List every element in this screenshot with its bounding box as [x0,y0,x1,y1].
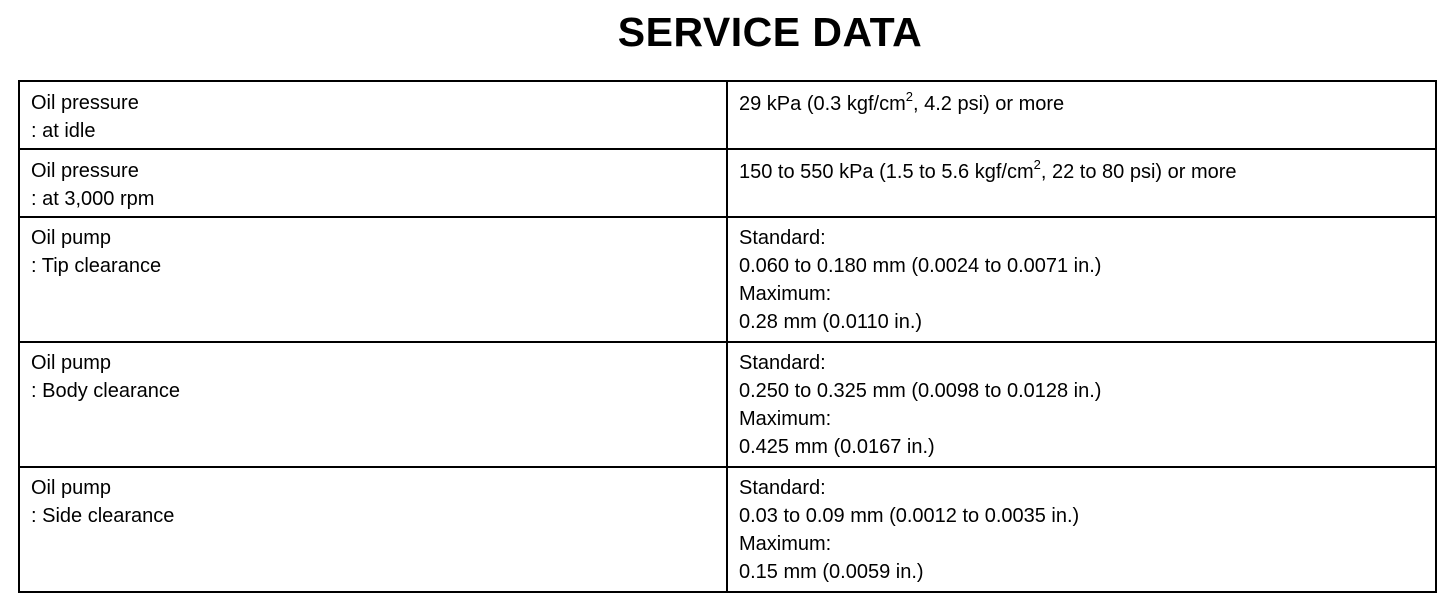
item-cell [19,217,727,342]
item-name: Oil pump [31,352,112,374]
table-row-oil-pump-side-clearance [19,467,1436,592]
item-condition: : at idle [31,120,96,142]
item-condition: : Body clearance [31,380,180,402]
item-name: Oil pressure [31,92,139,114]
value-cell [727,217,1436,342]
maximum-value: 0.425 mm (0.0167 in.) [739,436,935,458]
spec-value-text: , 22 to 80 psi) or more [1040,161,1237,183]
standard-label: Standard: [739,227,826,249]
maximum-value: 0.28 mm (0.0110 in.) [739,311,923,333]
item-cell [19,149,727,217]
table-row-oil-pressure-idle [19,81,1436,149]
value-cell [727,149,1436,217]
maximum-label: Maximum: [739,533,832,555]
maximum-label: Maximum: [739,283,832,305]
superscript: 2 [905,89,913,105]
standard-label: Standard: [739,477,826,499]
item-condition: : Tip clearance [31,255,162,277]
standard-label: Standard: [739,352,826,374]
spec-value-text: , 4.2 psi) or more [912,93,1065,115]
spec-value [739,157,1425,186]
value-cell [727,81,1436,149]
table-row-oil-pump-tip-clearance [19,217,1436,342]
item-name: Oil pump [31,227,112,249]
item-condition: : at 3,000 rpm [31,188,155,210]
item-cell [19,467,727,592]
maximum-value: 0.15 mm (0.0059 in.) [739,561,924,583]
page-title: SERVICE DATA [617,9,923,55]
value-cell [727,467,1436,592]
maximum-label: Maximum: [739,408,832,430]
item-condition: : Side clearance [31,505,175,527]
item-cell [19,81,727,149]
standard-value: 0.250 to 0.325 mm (0.0098 to 0.0128 in.) [739,380,1102,402]
value-cell [727,342,1436,467]
standard-value: 0.03 to 0.09 mm (0.0012 to 0.0035 in.) [739,505,1080,527]
item-name: Oil pressure [31,160,139,182]
service-data-table [18,80,1437,593]
table-row-oil-pressure-3000rpm [19,149,1436,217]
item-name: Oil pump [31,477,112,499]
spec-value-text: 150 to 550 kPa (1.5 to 5.6 kgf/cm [739,161,1034,183]
item-cell [19,342,727,467]
superscript: 2 [1033,157,1041,173]
standard-value: 0.060 to 0.180 mm (0.0024 to 0.0071 in.) [739,255,1102,277]
spec-value [739,89,1425,118]
table-row-oil-pump-body-clearance [19,342,1436,467]
spec-value-text: 29 kPa (0.3 kgf/cm [739,93,906,115]
